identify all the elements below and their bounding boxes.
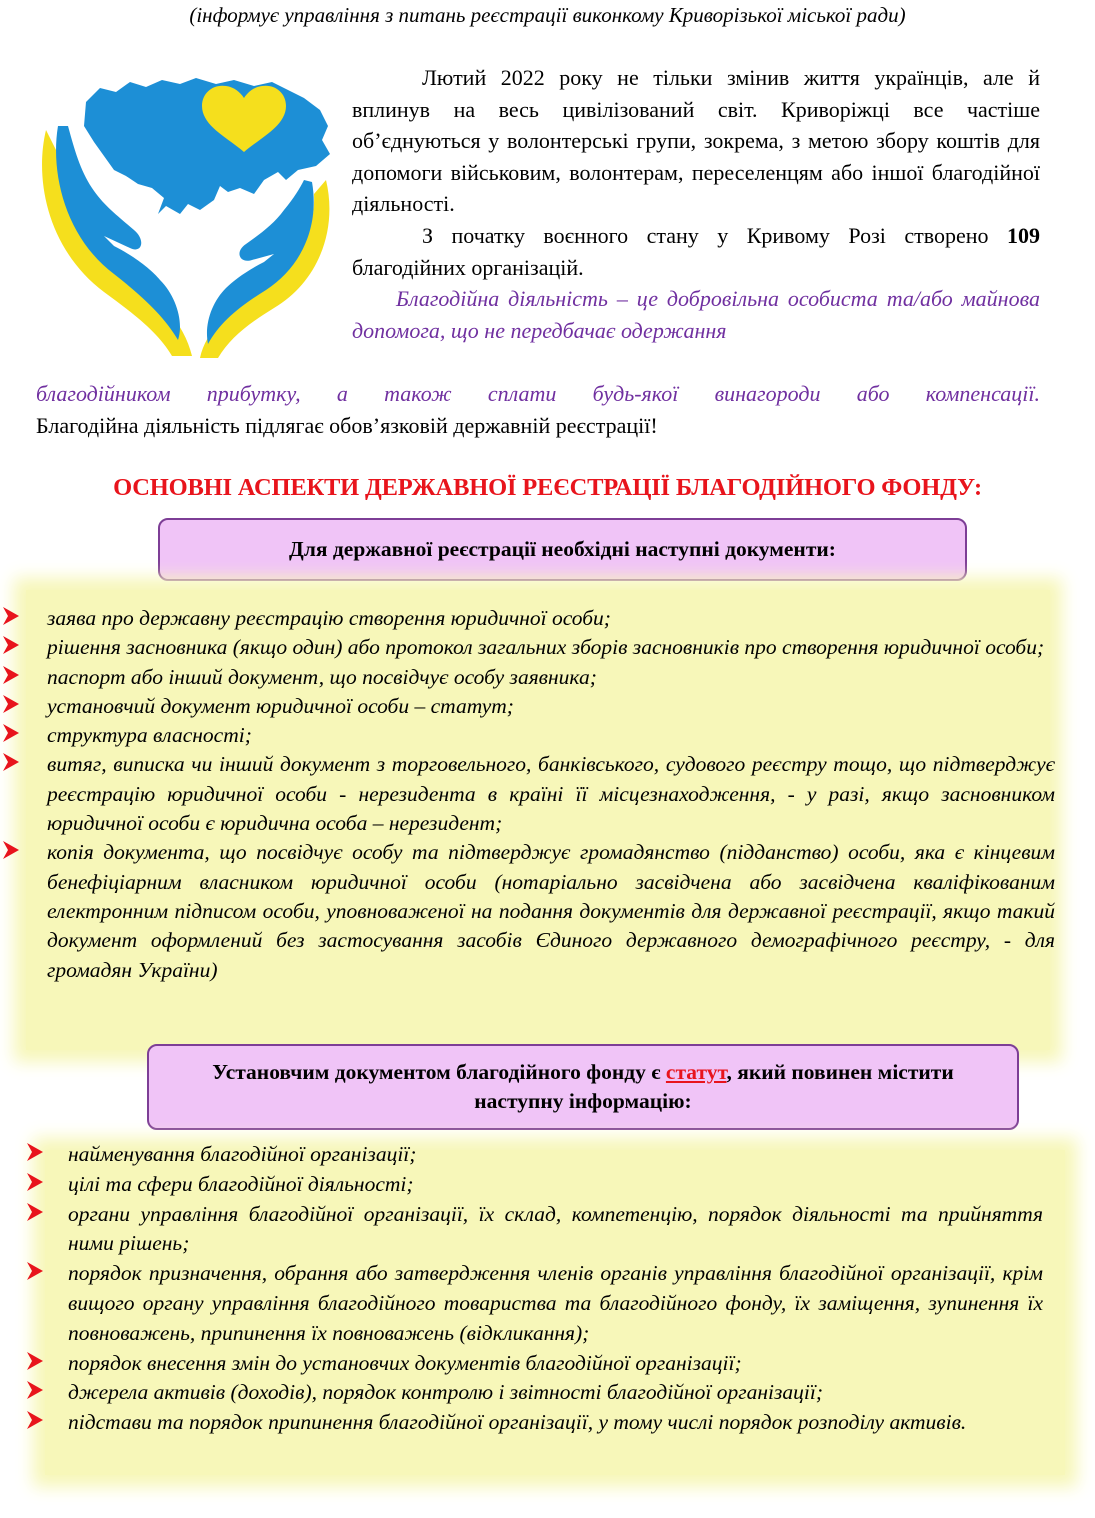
organizations-count: 109 xyxy=(1007,222,1040,248)
list-item xyxy=(68,1200,1043,1260)
arrow-bullet-icon xyxy=(2,634,20,663)
arrow-bullet-icon xyxy=(26,1171,44,1201)
arrow-bullet-icon xyxy=(26,1141,44,1171)
list-item xyxy=(68,1378,1043,1408)
arrow-bullet-icon xyxy=(26,1201,44,1231)
list-item xyxy=(47,604,1055,633)
list-item xyxy=(47,692,1055,721)
list-item xyxy=(68,1349,1043,1379)
statute-item-text: джерела активів (доходів), порядок контролю і звітності благодійної організації; xyxy=(68,1380,824,1405)
document-item-text: паспорт або інший документ, що посвідчує особу заявника; xyxy=(47,664,597,689)
document-item-text: копія документа, що посвідчує особу та підтверджує громадянство (підданство) особи, яка є кінцевим бенефіціарним власником юридичної особи (нотаріально засвідчена або засвідчена кваліфікованим електронним підписом особи, уповноваженої на подання документів для державної реєстрації, якщо такий документ оформлений без застосування засобів Єдиного державного демографічного реєстру, - для громадян України) xyxy=(47,840,1055,982)
list-item xyxy=(68,1170,1043,1200)
header-subtitle: (інформує управління з питань реєстрації виконкому Криворізької міської ради) xyxy=(189,3,906,27)
documents-heading-box xyxy=(158,518,967,581)
list-item xyxy=(47,750,1055,838)
arrow-bullet-icon xyxy=(2,722,20,751)
statute-item-text: найменування благодійної організації; xyxy=(68,1142,417,1166)
intro-paragraph-1: Лютий 2022 року не тільки змінив життя українців, але й вплинув на весь цивілізований світ. Криворіжці все частіше об’єднуються у волонтерські групи, зокрема, з метою збору коштів для допомоги військовим, волонтерам, переселенцям або іншої благодійної діяльності. xyxy=(352,65,1040,217)
arrow-bullet-icon xyxy=(2,664,20,693)
statute-item-text: органи управління благодійної організації, їх склад, компетенцію, порядок діяльності та прийняття ними рішень; xyxy=(68,1201,1043,1256)
main-title: ОСНОВНІ АСПЕКТИ ДЕРЖАВНОЇ РЕЄСТРАЦІЇ БЛАГОДІЙНОГО ФОНДУ: xyxy=(113,474,982,501)
intro-paragraph-2-start: З початку воєнного стану у Кривому Розі створено xyxy=(422,222,1007,248)
list-item xyxy=(47,633,1055,662)
list-item xyxy=(68,1259,1043,1348)
statute-list xyxy=(68,1140,1043,1438)
list-item xyxy=(68,1408,1043,1438)
document-item-text: установчий документ юридичної особи – статут; xyxy=(47,693,514,718)
statute-keyword: статут xyxy=(665,1060,727,1084)
definition-text-part-1: Благодійна діяльність – це добровільна особиста та/або майнова допомога, що не передбачає одержання xyxy=(352,286,1040,343)
statute-heading-start: Установчим документом благодійного фонду є xyxy=(212,1060,666,1084)
intro-paragraph-2-end: благодійних організацій. xyxy=(352,254,584,280)
statute-heading-end: , який повинен містити наступну інформацію: xyxy=(474,1060,954,1113)
arrow-bullet-icon xyxy=(2,839,20,868)
arrow-bullet-icon xyxy=(2,751,20,780)
arrow-bullet-icon xyxy=(2,605,20,634)
intro-paragraph-2 xyxy=(352,220,1040,283)
statute-item-text: порядок внесення змін до установчих документів благодійної організації; xyxy=(68,1350,742,1375)
arrow-bullet-icon xyxy=(26,1350,44,1380)
statute-heading-box xyxy=(147,1044,1019,1130)
intro-text xyxy=(352,62,1040,346)
registration-notice: Благодійна діяльність підлягає обов’язковій державній реєстрації! xyxy=(36,413,658,438)
definition-text-part-2: благодійником прибутку, а також сплати будь-якої винагороди або компенсації. xyxy=(36,381,1040,406)
arrow-bullet-icon xyxy=(2,693,20,722)
documents-list xyxy=(47,604,1055,985)
list-item xyxy=(47,838,1055,984)
document-item-text: рішення засновника (якщо один) або протокол загальних зборів засновників про створення юридичної особи; xyxy=(47,635,1045,660)
documents-heading: Для державної реєстрації необхідні наступні документи: xyxy=(289,537,836,561)
arrow-bullet-icon xyxy=(26,1260,44,1290)
document-item-text: структура власності; xyxy=(47,723,252,748)
statute-heading xyxy=(169,1058,997,1116)
document-item-text: заява про державну реєстрацію створення юридичної особи; xyxy=(47,606,611,630)
list-item xyxy=(47,721,1055,750)
ukraine-hands-heart-logo xyxy=(34,60,344,360)
arrow-bullet-icon xyxy=(26,1379,44,1409)
list-item xyxy=(68,1140,1043,1170)
arrow-bullet-icon xyxy=(26,1409,44,1439)
statute-item-text: порядок призначення, обрання або затвердження членів органів управління благодійної організації, крім вищого органу управління благодійного товариства та благодійного фонду, їх заміщення, зупинення їх повноважень, припинення їх повноважень (відкликання); xyxy=(68,1261,1043,1345)
statute-item-text: цілі та сфери благодійної діяльності; xyxy=(68,1171,414,1196)
statute-item-text: підстави та порядок припинення благодійної організації, у тому числі порядок розподілу активів. xyxy=(68,1410,967,1435)
list-item xyxy=(47,663,1055,692)
document-item-text: витяг, виписка чи інший документ з торговельного, банківського, судового реєстру тощо, що підтверджує реєстрацію юридичної особи - нерезидента в країні її місцезнаходження, - у разі, якщо засновником юридичної особи є юридична особа – нерезидент; xyxy=(47,752,1055,836)
